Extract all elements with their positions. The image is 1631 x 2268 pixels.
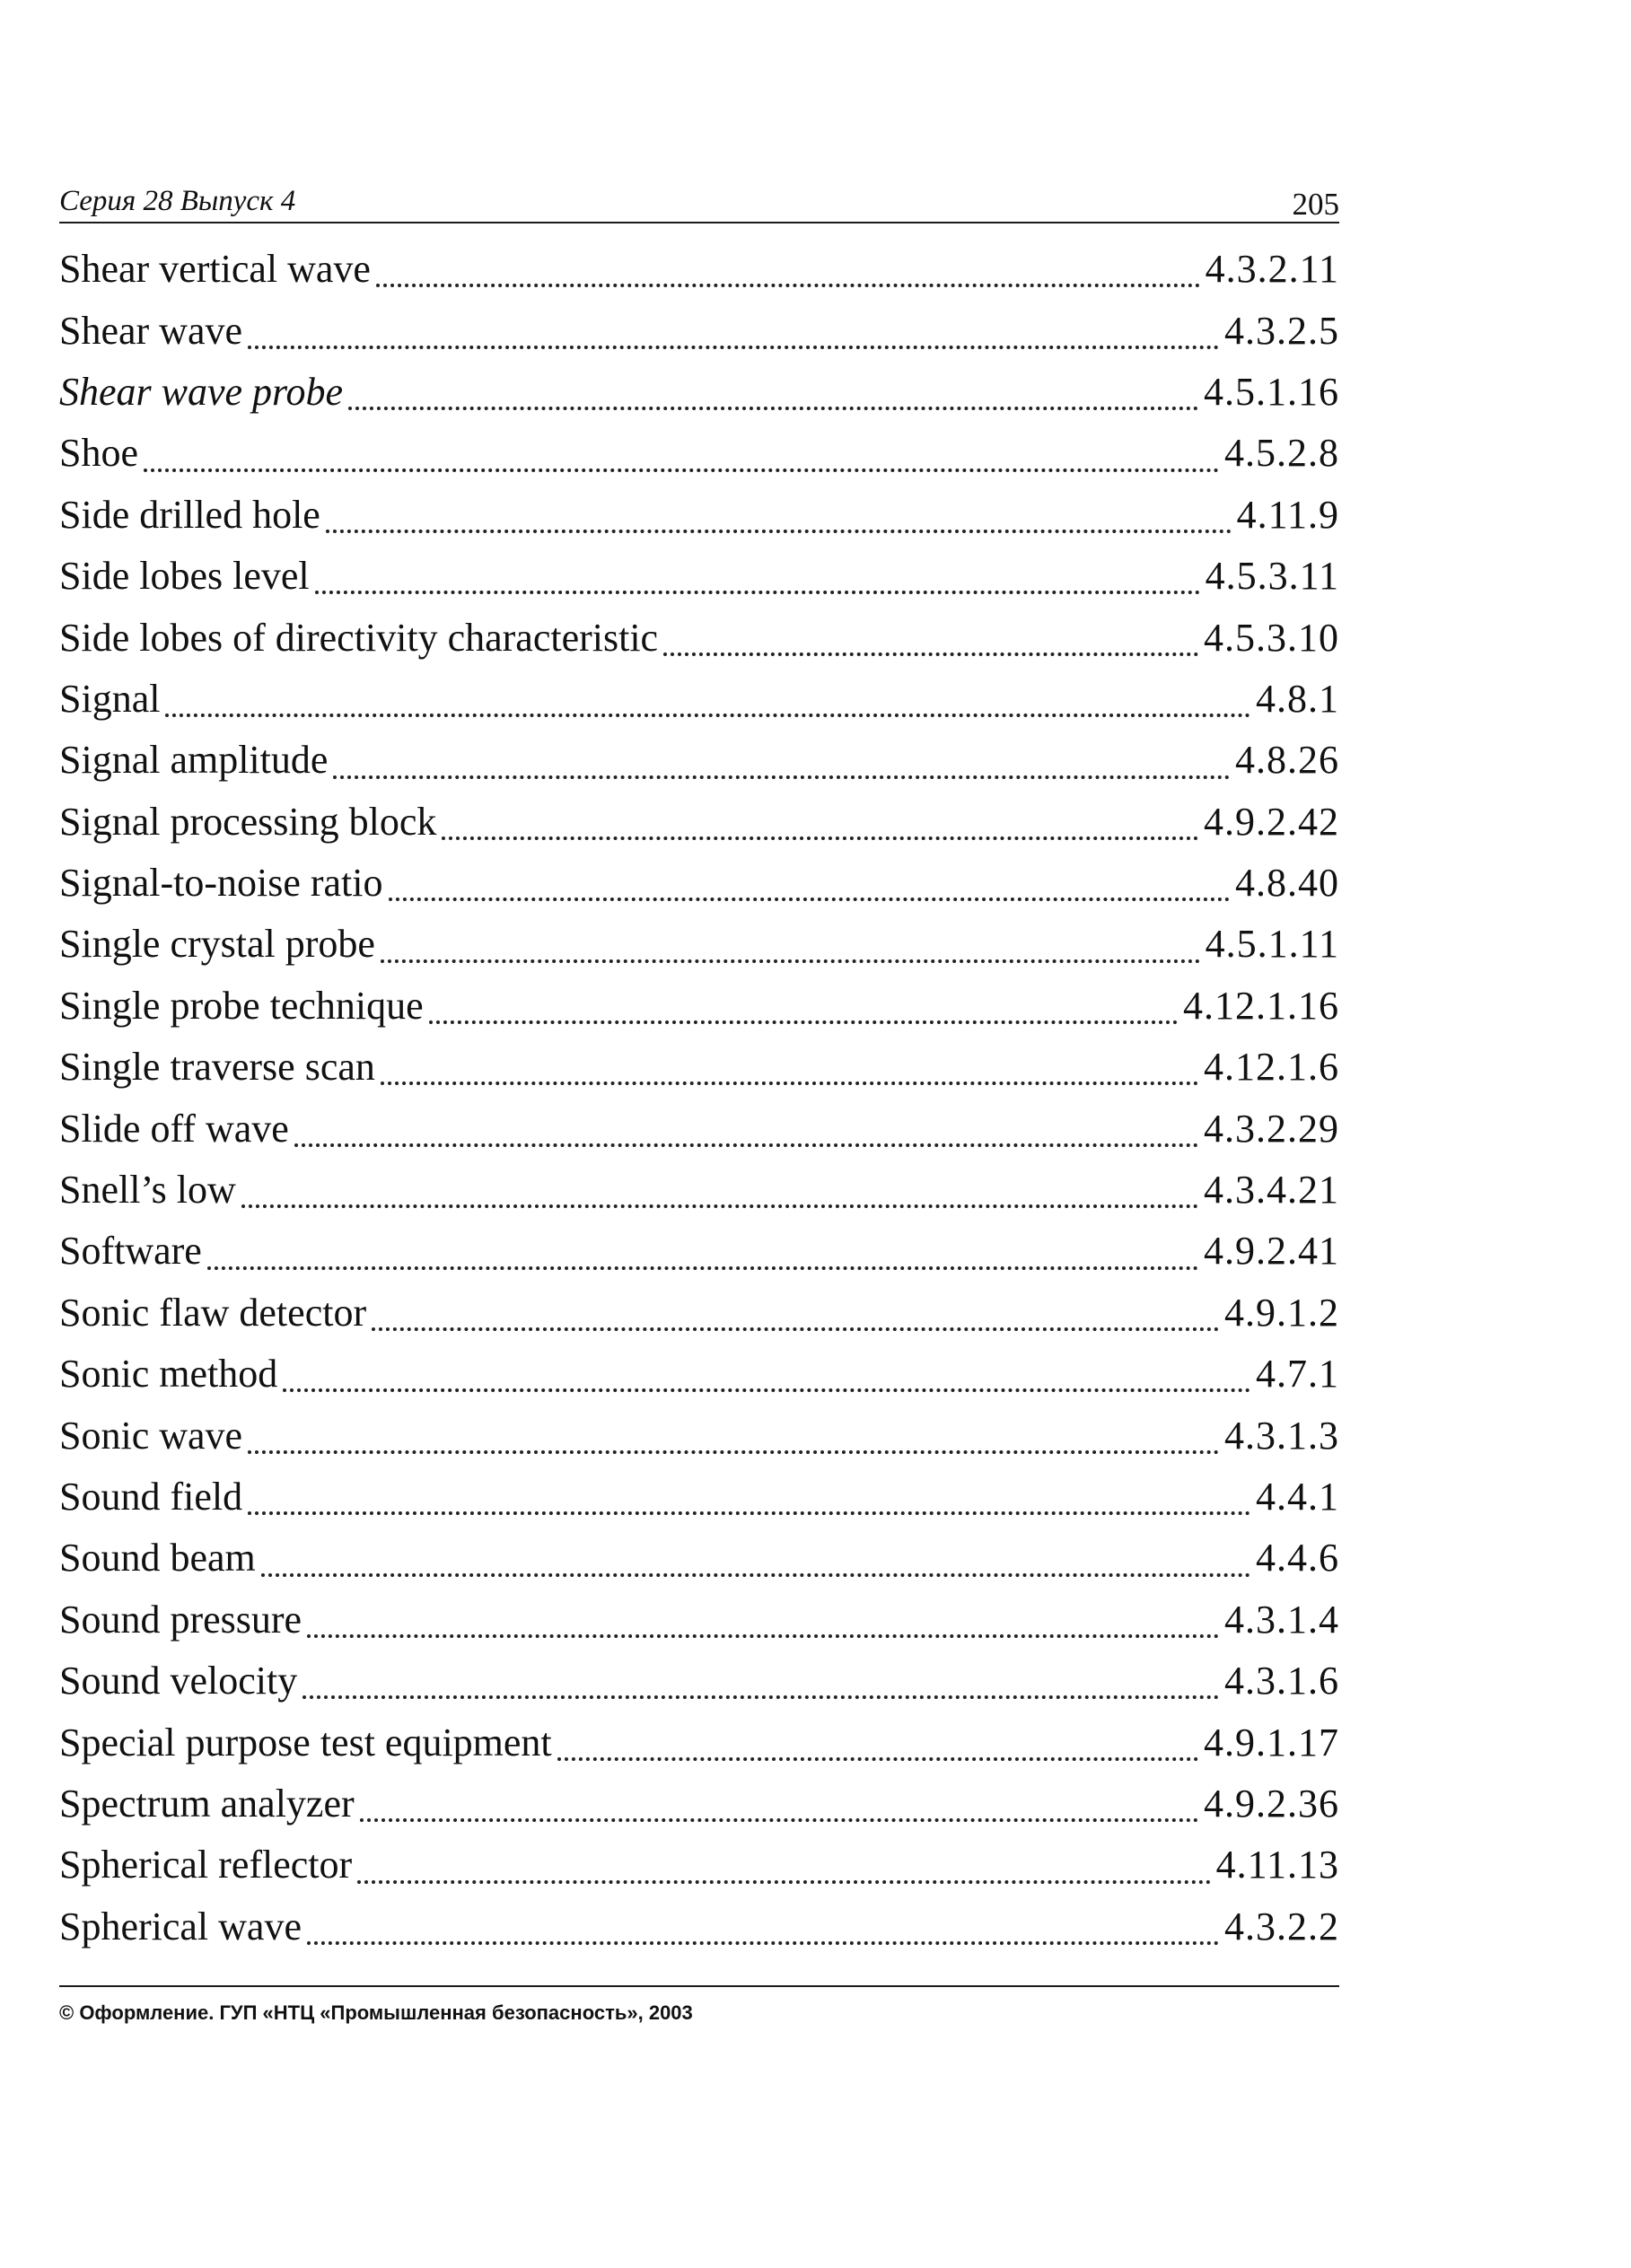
section-reference: 4.3.4.21 <box>1204 1168 1339 1213</box>
index-entry <box>59 423 1339 484</box>
section-reference: 4.3.1.3 <box>1224 1413 1339 1458</box>
index-entry <box>59 914 1339 975</box>
dot-leader <box>557 1757 1198 1761</box>
index-entry <box>59 792 1339 853</box>
index-term: Slide off wave <box>59 1106 289 1151</box>
dot-leader <box>248 1511 1250 1515</box>
index-entry <box>59 485 1339 546</box>
dot-leader <box>372 1327 1219 1331</box>
footer <box>59 1985 1339 2023</box>
dot-leader <box>248 1450 1219 1454</box>
index-entry <box>59 1221 1339 1282</box>
index-term: Spherical wave <box>59 1904 302 1948</box>
section-reference: 4.5.3.10 <box>1204 615 1339 660</box>
index-term: Shear vertical wave <box>59 247 371 292</box>
index-entry <box>59 239 1339 300</box>
index-entry <box>59 1896 1339 1957</box>
index-term: Sound field <box>59 1475 243 1519</box>
dot-leader <box>333 775 1230 779</box>
index-entry <box>59 1283 1339 1344</box>
section-reference: 4.11.9 <box>1236 492 1339 537</box>
index-entry <box>59 1037 1339 1098</box>
dot-leader <box>283 1388 1250 1392</box>
index-term: Single traverse scan <box>59 1045 375 1090</box>
section-reference: 4.8.26 <box>1235 738 1339 783</box>
index-entry <box>59 1835 1339 1896</box>
dot-leader <box>207 1266 1198 1270</box>
index-entry <box>59 546 1339 607</box>
index-entry <box>59 730 1339 791</box>
section-reference: 4.11.13 <box>1215 1843 1339 1887</box>
index-term: Single crystal probe <box>59 922 375 967</box>
section-reference: 4.3.2.2 <box>1224 1904 1339 1948</box>
dot-leader <box>307 1634 1219 1638</box>
section-reference: 4.5.2.8 <box>1224 431 1339 476</box>
section-reference: 4.8.1 <box>1256 676 1339 721</box>
index-term: Snell’s low <box>59 1168 236 1213</box>
index-entry <box>59 1712 1339 1773</box>
section-reference: 4.12.1.6 <box>1204 1045 1339 1090</box>
section-reference: 4.3.2.5 <box>1224 308 1339 353</box>
dot-leader <box>663 652 1198 656</box>
index-entry <box>59 1160 1339 1221</box>
section-reference: 4.12.1.16 <box>1183 983 1339 1028</box>
dot-leader <box>241 1204 1198 1208</box>
dot-leader <box>429 1020 1178 1024</box>
dot-leader <box>348 407 1198 410</box>
copyright-notice: © Оформление. ГУП «НТЦ «Промышленная безопасность», 2003 <box>59 2001 693 2024</box>
running-header <box>59 175 1339 223</box>
index-term: Shoe <box>59 431 138 476</box>
dot-leader <box>360 1818 1198 1822</box>
section-reference: 4.4.6 <box>1256 1536 1339 1581</box>
index-term: Spectrum analyzer <box>59 1781 355 1826</box>
index-entry <box>59 853 1339 914</box>
dot-leader <box>389 898 1231 901</box>
section-reference: 4.3.2.11 <box>1205 247 1339 292</box>
dot-leader <box>315 591 1200 594</box>
dot-leader <box>326 530 1232 533</box>
index-term: Shear wave probe <box>59 369 344 414</box>
index-term: Sonic method <box>59 1352 278 1397</box>
dot-leader <box>248 346 1219 349</box>
section-reference: 4.3.2.29 <box>1204 1106 1339 1151</box>
dot-leader <box>357 1880 1210 1884</box>
index-term: Sound pressure <box>59 1597 303 1642</box>
section-reference: 4.5.3.11 <box>1205 554 1339 599</box>
index-entry <box>59 669 1339 730</box>
series-title: Серия 28 Выпуск 4 <box>59 185 296 217</box>
section-reference: 4.9.1.2 <box>1224 1290 1339 1335</box>
index-entry <box>59 1098 1339 1159</box>
index-term: Sound velocity <box>59 1659 298 1703</box>
dot-leader <box>307 1941 1219 1945</box>
index-term: Side drilled hole <box>59 492 320 537</box>
section-reference: 4.4.1 <box>1256 1475 1339 1519</box>
section-reference: 4.5.1.16 <box>1204 369 1339 414</box>
dot-leader <box>144 468 1219 472</box>
index-term: Sonic flaw detector <box>59 1290 367 1335</box>
section-reference: 4.9.2.36 <box>1204 1781 1339 1826</box>
index-entry <box>59 300 1339 361</box>
index-term: Single probe technique <box>59 983 424 1028</box>
index-entry <box>59 1589 1339 1651</box>
index-entry <box>59 607 1339 668</box>
index-term: Sonic wave <box>59 1413 243 1458</box>
index-term: Sound beam <box>59 1536 256 1581</box>
dot-leader <box>261 1573 1250 1577</box>
index-entry <box>59 976 1339 1037</box>
section-reference: 4.9.2.41 <box>1204 1229 1339 1274</box>
index-entry <box>59 1651 1339 1712</box>
section-reference: 4.9.1.17 <box>1204 1720 1339 1764</box>
dot-leader <box>376 284 1200 287</box>
index-entry <box>59 362 1339 423</box>
index-entry <box>59 1773 1339 1835</box>
index-term: Signal processing block <box>59 799 437 844</box>
index-term: Special purpose test equipment <box>59 1720 552 1764</box>
index-term: Spherical reflector <box>59 1843 353 1887</box>
glossary-index-list <box>59 239 1339 1957</box>
index-term: Software <box>59 1229 202 1274</box>
index-entry <box>59 1344 1339 1405</box>
index-entry <box>59 1467 1339 1528</box>
index-term: Side lobes level <box>59 554 310 599</box>
page-number: 205 <box>1292 187 1339 222</box>
section-reference: 4.9.2.42 <box>1204 799 1339 844</box>
dot-leader <box>381 959 1200 963</box>
dot-leader <box>303 1695 1219 1699</box>
index-term: Shear wave <box>59 308 243 353</box>
index-term: Signal amplitude <box>59 738 329 783</box>
section-reference: 4.5.1.11 <box>1205 922 1339 967</box>
dot-leader <box>165 714 1250 717</box>
index-term: Signal <box>59 676 161 721</box>
index-entry <box>59 1528 1339 1589</box>
dot-leader <box>442 836 1198 840</box>
section-reference: 4.3.1.6 <box>1224 1659 1339 1703</box>
section-reference: 4.3.1.4 <box>1224 1597 1339 1642</box>
dot-leader <box>294 1143 1198 1147</box>
section-reference: 4.7.1 <box>1256 1352 1339 1397</box>
index-entry <box>59 1405 1339 1466</box>
dot-leader <box>381 1081 1198 1085</box>
section-reference: 4.8.40 <box>1235 861 1339 906</box>
index-term: Side lobes of directivity characteristic <box>59 615 659 660</box>
index-term: Signal-to-noise ratio <box>59 861 383 906</box>
